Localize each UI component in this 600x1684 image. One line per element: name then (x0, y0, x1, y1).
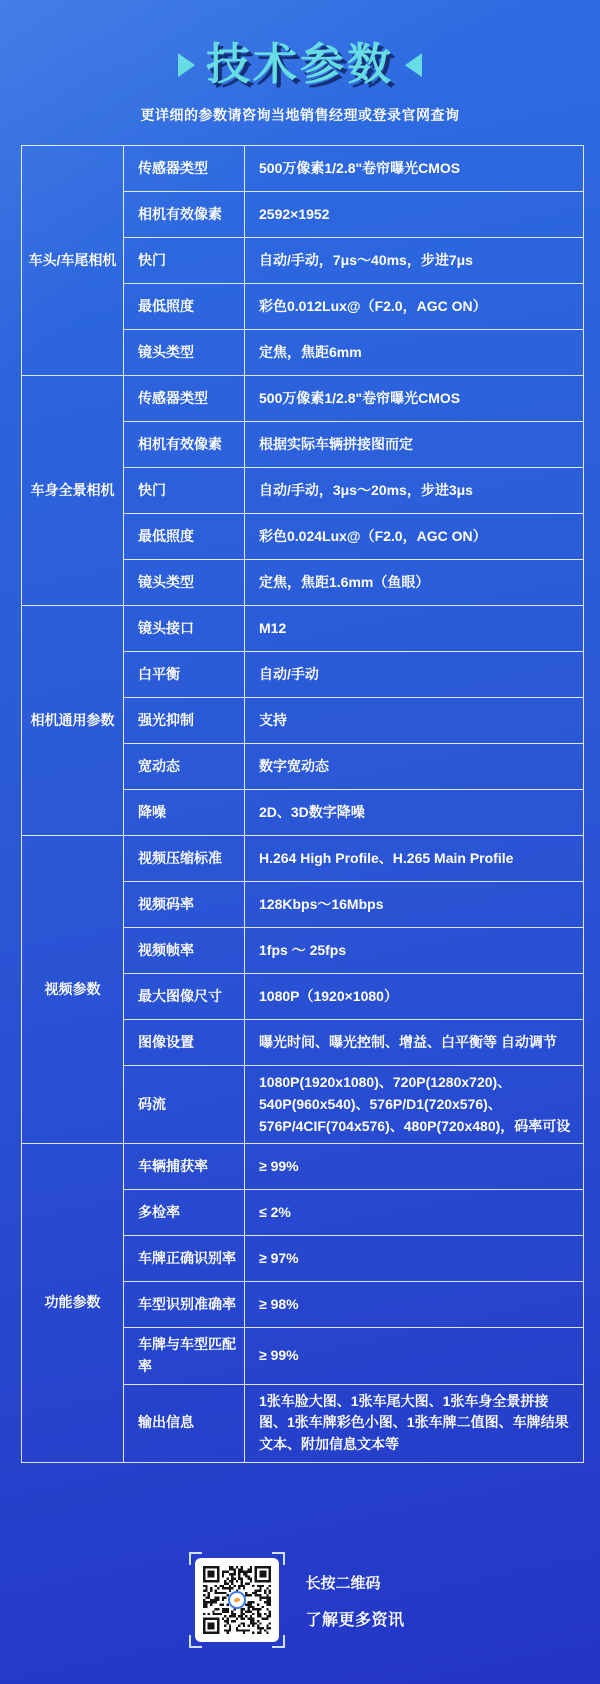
param-label: 视频码率 (124, 882, 245, 928)
section-cell: 车头/车尾相机 (22, 146, 124, 376)
footer-text (305, 1558, 404, 1630)
qr-code-icon (195, 1558, 279, 1642)
footer (0, 1506, 600, 1684)
param-label: 镜头类型 (124, 330, 245, 376)
param-value: 自动/手动，7μs～40ms，步进7μs (245, 238, 584, 284)
param-value: ≥ 97% (245, 1236, 584, 1282)
header (0, 0, 600, 125)
param-value: 500万像素1/2.8"卷帘曝光CMOS (245, 146, 584, 192)
table-row (22, 1144, 584, 1190)
param-value: 支持 (245, 698, 584, 744)
param-label: 相机有效像素 (124, 422, 245, 468)
param-label: 车牌与车型匹配率 (124, 1328, 245, 1384)
table-row (22, 376, 584, 422)
param-value: 自动/手动 (245, 652, 584, 698)
param-value: 2D、3D数字降噪 (245, 790, 584, 836)
param-value: M12 (245, 606, 584, 652)
param-label: 视频帧率 (124, 928, 245, 974)
param-value: ≥ 99% (245, 1328, 584, 1384)
param-value: 自动/手动，3μs～20ms，步进3μs (245, 468, 584, 514)
param-value: 128Kbps～16Mbps (245, 882, 584, 928)
param-label: 白平衡 (124, 652, 245, 698)
param-value: 数字宽动态 (245, 744, 584, 790)
param-label: 码流 (124, 1066, 245, 1144)
param-label: 多检率 (124, 1190, 245, 1236)
param-value: 1080P（1920×1080） (245, 974, 584, 1020)
param-label: 传感器类型 (124, 376, 245, 422)
param-label: 传感器类型 (124, 146, 245, 192)
param-value: 500万像素1/2.8"卷帘曝光CMOS (245, 376, 584, 422)
table-row (22, 146, 584, 192)
title-left-arrow-icon (178, 53, 195, 77)
section-cell: 相机通用参数 (22, 606, 124, 836)
param-label: 强光抑制 (124, 698, 245, 744)
qr-center-logo (228, 1591, 246, 1609)
param-value: 定焦，焦距6mm (245, 330, 584, 376)
param-label: 快门 (124, 468, 245, 514)
section-cell: 视频参数 (22, 836, 124, 1144)
param-label: 最大图像尺寸 (124, 974, 245, 1020)
param-label: 图像设置 (124, 1020, 245, 1066)
param-value: ≥ 98% (245, 1282, 584, 1328)
param-value: 1fps ～ 25fps (245, 928, 584, 974)
spec-table (21, 145, 584, 1463)
section-cell: 功能参数 (22, 1144, 124, 1462)
param-label: 视频压缩标准 (124, 836, 245, 882)
footer-line1: 长按二维码 (305, 1575, 381, 1592)
param-value: H.264 High Profile、H.265 Main Profile (245, 836, 584, 882)
param-value: 2592×1952 (245, 192, 584, 238)
title-right-arrow-icon (405, 53, 422, 77)
param-value: 曝光时间、曝光控制、增益、白平衡等 自动调节 (245, 1020, 584, 1066)
param-value: 定焦，焦距1.6mm（鱼眼） (245, 560, 584, 606)
param-label: 快门 (124, 238, 245, 284)
page-title: 技术参数 (206, 40, 394, 89)
table-row (22, 606, 584, 652)
title-row (0, 42, 600, 88)
param-label: 车牌正确识别率 (124, 1236, 245, 1282)
page-subtitle: 更详细的参数请咨询当地销售经理或登录官网查询 (140, 107, 460, 124)
param-label: 镜头接口 (124, 606, 245, 652)
param-value: ≤ 2% (245, 1190, 584, 1236)
param-label: 最低照度 (124, 284, 245, 330)
footer-line2: 了解更多资讯 (305, 1612, 405, 1629)
param-label: 输出信息 (124, 1384, 245, 1462)
param-label: 最低照度 (124, 514, 245, 560)
param-label: 镜头类型 (124, 560, 245, 606)
param-label: 宽动态 (124, 744, 245, 790)
param-label: 相机有效像素 (124, 192, 245, 238)
param-value: 1张车脸大图、1张车尾大图、1张车身全景拼接图、1张车牌彩色小图、1张车牌二值图、车牌结果文本、附加信息文本等 (245, 1384, 584, 1462)
param-label: 车型识别准确率 (124, 1282, 245, 1328)
qr-frame (195, 1558, 279, 1642)
table-row (22, 836, 584, 882)
param-value: 彩色0.024Lux@（F2.0，AGC ON） (245, 514, 584, 560)
section-cell: 车身全景相机 (22, 376, 124, 606)
param-value: ≥ 99% (245, 1144, 584, 1190)
param-label: 降噪 (124, 790, 245, 836)
param-value: 根据实际车辆拼接图而定 (245, 422, 584, 468)
param-value: 1080P(1920x1080)、720P(1280x720)、540P(960x540)、576P/D1(720x576)、576P/4CIF(704x576)、480P(720x480)，码率可设 (245, 1066, 584, 1144)
param-value: 彩色0.012Lux@（F2.0，AGC ON） (245, 284, 584, 330)
param-label: 车辆捕获率 (124, 1144, 245, 1190)
